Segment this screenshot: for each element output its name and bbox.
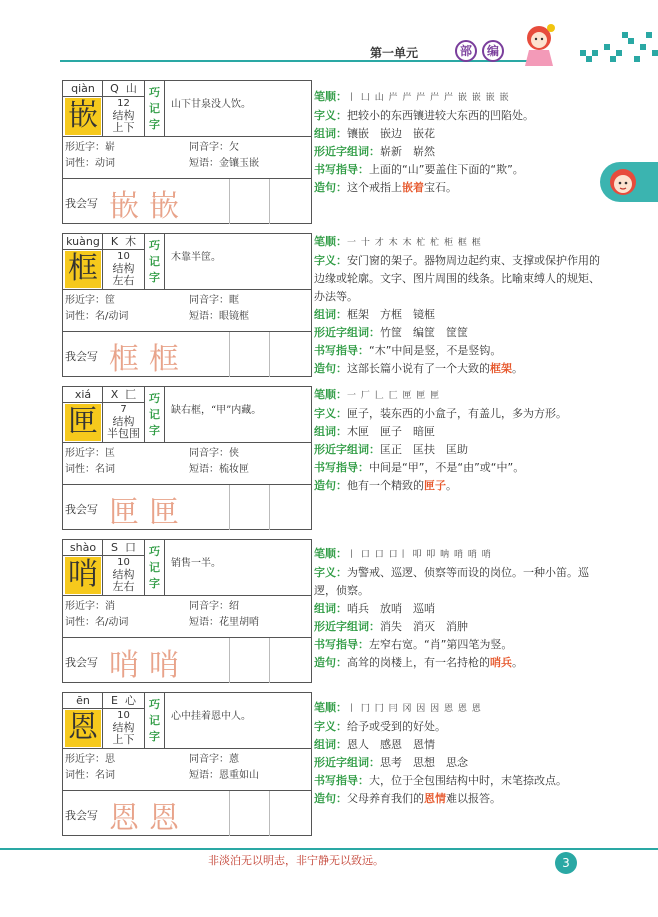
char-box: [63, 387, 103, 443]
stroke-count: 12: [117, 98, 130, 109]
memory-tip: 山下甘泉没人饮。: [165, 81, 312, 137]
char-detail-shao: 笔顺：丨 口 口 口丨 叩 叩 呐 哨 哨 哨 字义：为警戒、巡逻、侦察等而设的岗位。一种小笛。巡逻，侦察。 组词：哨兵 放哨 巡哨 形近字组词：消失 消灭 消肿 书写指导：左窄右宽。“肖”第四笔为竖。 造句：高耸的岗楼上，有一名持枪的哨兵。: [314, 547, 589, 669]
char-meta: [103, 387, 145, 443]
trace-char: 恩: [149, 801, 179, 836]
write-label: 我会写: [65, 197, 98, 210]
write-cell[interactable]: [269, 638, 309, 683]
stroke-order: 丨 凵 山 屵 屵 屵 屵 屵 嵌 嵌 嵌 嵌: [347, 93, 510, 103]
structure-type: 上下: [112, 121, 135, 134]
structure-label: 结构: [112, 415, 135, 428]
part-of-speech: 名/动词: [95, 311, 129, 322]
pinyin: kuàng: [63, 234, 103, 250]
structure-type: 半包围: [107, 427, 140, 440]
letter-radical: K 木: [103, 234, 144, 250]
qiao-ji-zi-label: 巧记字: [145, 234, 165, 290]
char-meta: [103, 81, 145, 137]
pinyin: ēn: [63, 693, 103, 709]
homophone-char: 欠: [229, 142, 239, 153]
similar-char: 匡: [105, 448, 115, 459]
similar-char: 筐: [105, 295, 115, 306]
part-of-speech: 动词: [95, 158, 115, 169]
letter-radical: E 心: [103, 693, 144, 709]
big-character: 哨: [65, 557, 101, 594]
sentence: 他有一个精致的匣子。: [347, 479, 457, 492]
stroke-order: 一 十 才 木 木 杧 杧 柜 框 框: [347, 238, 482, 248]
write-cell[interactable]: [229, 791, 269, 836]
char-card-xia: [62, 386, 312, 530]
memory-tip: 心中挂着恩中人。: [165, 693, 312, 749]
pinyin: shào: [63, 540, 103, 556]
homophone-char: 眶: [229, 295, 239, 306]
write-cell[interactable]: [269, 791, 309, 836]
phrase: 金镶玉嵌: [219, 158, 259, 169]
word-group: 恩人 感恩 恩情: [347, 738, 435, 751]
meaning: 为警戒、巡逻、侦察等而设的岗位。一种小笛。巡逻，侦察。: [314, 566, 589, 597]
write-cell[interactable]: [229, 485, 269, 530]
trace-char: 嵌: [149, 189, 179, 224]
trace-char: 恩: [109, 801, 139, 836]
big-character: 嵌: [65, 98, 101, 135]
writing-practice: [63, 638, 312, 683]
char-detail-kuang: 笔顺：一 十 才 木 木 杧 杧 柜 框 框 字义：安门窗的架子。器物周边起约束、支撑或保护作用的边缘或轮廓。文字、图片周围的线条。比喻束缚人的规矩、办法等。 组词：框架 方框 镜框 形近字组词：竹筐 编筐 筐筐 书写指导：“木”中间是竖，不是竖钩。 造句：这部长篇小说有了一个大致的框架。: [314, 235, 600, 375]
char-card-kuang: [62, 233, 312, 377]
page-number: 3: [555, 852, 577, 874]
char-meta: [103, 540, 145, 596]
writing-guide: “木”中间是竖，不是竖钩。: [369, 344, 502, 357]
qiao-ji-zi-label: 巧记字: [145, 540, 165, 596]
trace-char: 框: [109, 342, 139, 377]
qiao-ji-zi-label: 巧记字: [145, 693, 165, 749]
char-info-row: 形近字：消 同音字：绍 词性：名/动词 短语：花里胡哨: [63, 596, 312, 638]
write-label: 我会写: [65, 503, 98, 516]
writing-practice: [63, 485, 312, 530]
similar-words: 匡正 匡扶 匡助: [380, 443, 468, 456]
sentence: 这个戒指上嵌着宝石。: [347, 181, 457, 194]
homophone-char: 侠: [229, 448, 239, 459]
char-box: [63, 693, 103, 749]
char-card-en: [62, 692, 312, 836]
write-cell[interactable]: [229, 638, 269, 683]
similar-char: 消: [105, 601, 115, 612]
phrase: 梳妆匣: [219, 464, 249, 475]
trace-char: 嵌: [109, 189, 139, 224]
big-character: 恩: [65, 710, 101, 747]
part-of-speech: 名词: [95, 464, 115, 475]
part-of-speech: 名/动词: [95, 617, 129, 628]
write-cell[interactable]: [229, 179, 269, 224]
writing-practice: [63, 332, 312, 377]
phrase: 恩重如山: [219, 770, 259, 781]
memory-tip: 木靠半筐。: [165, 234, 312, 290]
word-group: 哨兵 放哨 巡哨: [347, 602, 435, 615]
char-info-row: 形近字：崭 同音字：欠 词性：动词 短语：金镶玉嵌: [63, 137, 312, 179]
word-group: 镶嵌 嵌边 嵌花: [347, 127, 435, 140]
char-info-row: 形近字：匡 同音字：侠 词性：名词 短语：梳妆匣: [63, 443, 312, 485]
trace-char: 框: [149, 342, 179, 377]
stroke-count: 7: [120, 404, 127, 415]
page-header: [0, 0, 658, 78]
char-detail-qian: 笔顺：丨 凵 山 屵 屵 屵 屵 屵 嵌 嵌 嵌 嵌 字义：把较小的东西镶进较大东西的凹陷处。 组词：镶嵌 嵌边 嵌花 形近字组词：崭新 崭然 书写指导：上面的“山”要盖住下面的“欺”。 造句：这个戒指上嵌着宝石。: [314, 90, 534, 194]
write-cell[interactable]: [269, 332, 309, 377]
big-character: 匣: [65, 404, 101, 441]
similar-words: 崭新 崭然: [380, 145, 435, 158]
part-of-speech: 名词: [95, 770, 115, 781]
write-label: 我会写: [65, 809, 98, 822]
write-cell[interactable]: [269, 179, 309, 224]
footer-motto: 非淡泊无以明志，非宁静无以致远。: [208, 854, 384, 867]
char-info-row: 形近字：筐 同音字：眶 词性：名/动词 短语：眼镜框: [63, 290, 312, 332]
sentence: 高耸的岗楼上，有一名持枪的哨兵。: [347, 656, 523, 669]
structure-label: 结构: [112, 721, 135, 734]
char-box: [63, 540, 103, 596]
meaning: 给予或受到的好处。: [347, 720, 446, 733]
similar-words: 竹筐 编筐 筐筐: [380, 326, 468, 339]
char-box: [63, 234, 103, 290]
mascot-face-icon: [608, 167, 638, 197]
char-detail-en: 笔顺：丨 冂 冂 冃 冈 因 因 恩 恩 恩 字义：给予或受到的好处。 组词：恩人 感恩 恩情 形近字组词：思考 思想 思念 书写指导：大，位于全包围结构中时，末笔捺改点。 造句：父母养育我们的恩情难以报答。: [314, 701, 567, 805]
qiao-ji-zi-label: 巧记字: [145, 387, 165, 443]
writing-guide: 大，位于全包围结构中时，末笔捺改点。: [369, 774, 567, 787]
unit-title: 第一单元: [370, 46, 419, 60]
writing-guide: 中间是“甲”，不是“由”或“中”。: [369, 461, 525, 474]
trace-char: 哨: [109, 648, 139, 683]
write-cell[interactable]: [229, 332, 269, 377]
char-card-shao: [62, 539, 312, 683]
char-detail-xia: 笔顺：一 厂 𠃊 匚 匣 匣 匣 字义：匣子，装东西的小盒子，有盖儿，多为方形。 组词：木匣 匣子 暗匣 形近字组词：匡正 匡扶 匡助 书写指导：中间是“甲”，不是“由”或“中”。 造句：他有一个精致的匣子。: [314, 388, 567, 492]
homophone-char: 蒽: [229, 754, 239, 765]
badge-bian: 编: [482, 40, 504, 62]
letter-radical: X 匚: [103, 387, 144, 403]
similar-char: 思: [105, 754, 115, 765]
word-group: 框架 方框 镜框: [347, 308, 435, 321]
letter-radical: Q 山: [103, 81, 144, 97]
structure-type: 上下: [112, 733, 135, 746]
structure-type: 左右: [112, 580, 135, 593]
meaning: 安门窗的架子。器物周边起约束、支撑或保护作用的边缘或轮廓。文字、图片周围的线条。比喻束缚人的规矩、办法等。: [314, 254, 600, 303]
stroke-count: 10: [117, 710, 130, 721]
structure-label: 结构: [112, 109, 135, 122]
trace-char: 匣: [149, 495, 179, 530]
similar-words: 思考 思想 思念: [380, 756, 468, 769]
stroke-count: 10: [117, 251, 130, 262]
phrase: 眼镜框: [219, 311, 249, 322]
stroke-order: 一 厂 𠃊 匚 匣 匣 匣: [347, 391, 441, 401]
trace-char: 匣: [109, 495, 139, 530]
meaning: 把较小的东西镶进较大东西的凹陷处。: [347, 109, 534, 122]
stroke-count: 10: [117, 557, 130, 568]
write-label: 我会写: [65, 656, 98, 669]
word-group: 木匣 匣子 暗匣: [347, 425, 435, 438]
write-label: 我会写: [65, 350, 98, 363]
structure-label: 结构: [112, 262, 135, 275]
sentence: 这部长篇小说有了一个大致的框架。: [347, 362, 523, 375]
char-box: [63, 81, 103, 137]
stroke-order: 丨 口 口 口丨 叩 叩 呐 哨 哨 哨: [347, 550, 492, 560]
qiao-ji-zi-label: 巧记字: [145, 81, 165, 137]
writing-guide: 上面的“山”要盖住下面的“欺”。: [369, 163, 524, 176]
write-cell[interactable]: [269, 485, 309, 530]
structure-label: 结构: [112, 568, 135, 581]
pinyin: xiá: [63, 387, 103, 403]
char-meta: [103, 234, 145, 290]
pinyin: qiàn: [63, 81, 103, 97]
phrase: 花里胡哨: [219, 617, 259, 628]
checker-decoration: [580, 30, 658, 68]
char-info-row: 形近字：思 同音字：蒽 词性：名词 短语：恩重如山: [63, 749, 312, 791]
char-meta: [103, 693, 145, 749]
homophone-char: 绍: [229, 601, 239, 612]
writing-practice: [63, 791, 312, 836]
girl-mascot-icon: [515, 20, 563, 68]
writing-guide: 左窄右宽。“肖”第四笔为竖。: [369, 638, 513, 651]
stroke-order: 丨 冂 冂 冃 冈 因 因 恩 恩 恩: [347, 704, 482, 714]
trace-char: 哨: [149, 648, 179, 683]
badge-bu: 部: [455, 40, 477, 62]
similar-char: 崭: [105, 142, 115, 153]
meaning: 匣子，装东西的小盒子，有盖儿，多为方形。: [347, 407, 567, 420]
big-character: 框: [65, 251, 101, 288]
writing-practice: [63, 179, 312, 224]
footer-rule: [0, 848, 658, 850]
memory-tip: 缺右框，“甲”内藏。: [165, 387, 312, 443]
similar-words: 消失 消灭 消肿: [380, 620, 468, 633]
letter-radical: S 口: [103, 540, 144, 556]
char-card-qian: [62, 80, 312, 224]
structure-type: 左右: [112, 274, 135, 287]
sentence: 父母养育我们的恩情难以报答。: [347, 792, 501, 805]
memory-tip: 销售一半。: [165, 540, 312, 596]
